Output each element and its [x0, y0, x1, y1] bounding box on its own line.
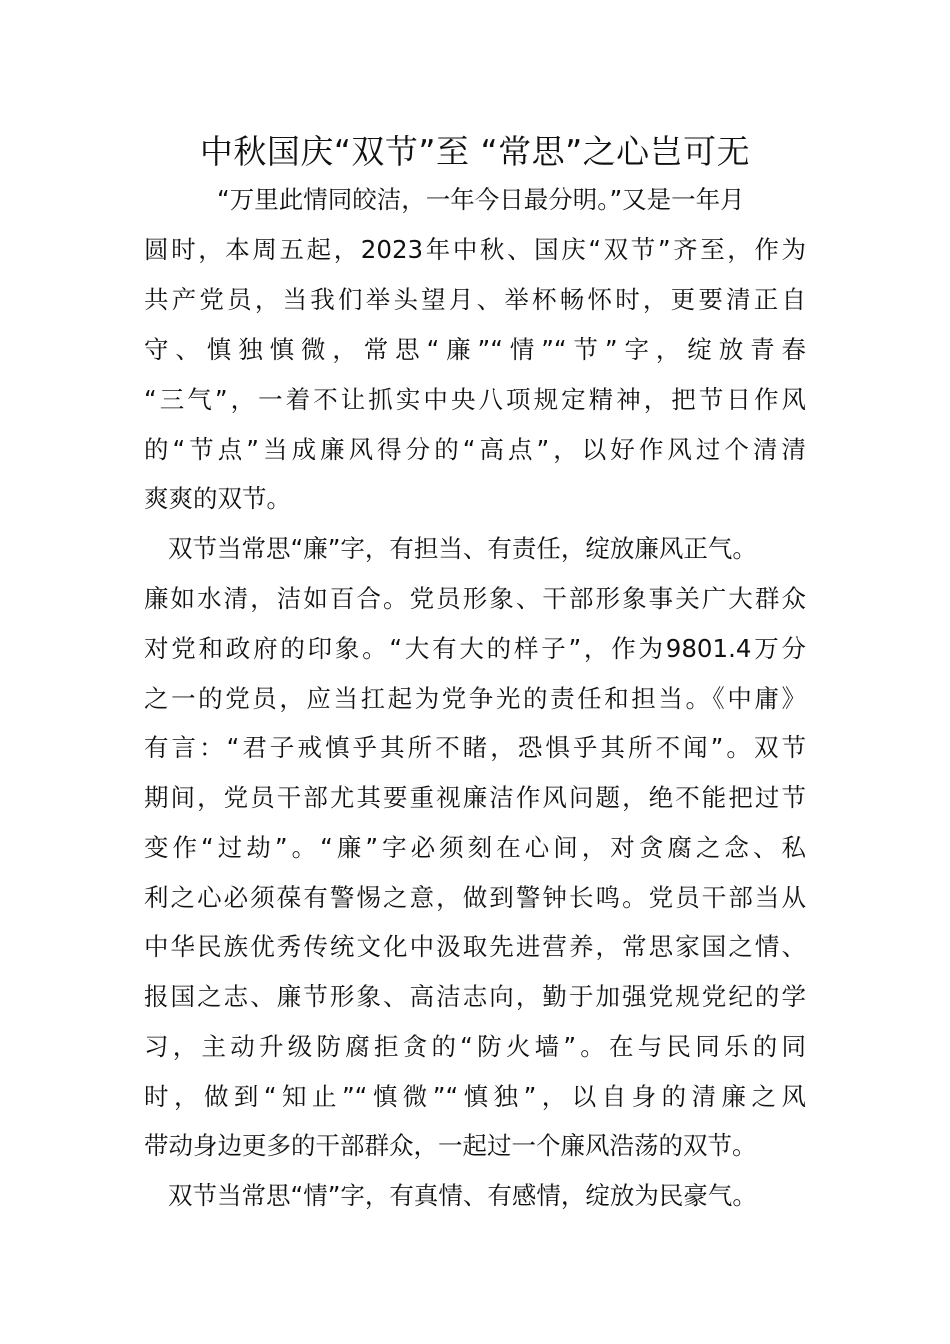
- page-title: 中秋国庆“双节”至 “常思”之心岂可无: [199, 132, 751, 171]
- paragraph-3-line-1: 双节当常思“情”字，有真情、有感情，绽放为民豪气。: [168, 1181, 757, 1210]
- paragraph-2-line-11: 习，主动升级防腐拒贪的“防火墙”。在与民同乐的同: [144, 1032, 806, 1061]
- paragraph-1-line-6: 的“节点”当成廉风得分的“高点”，以好作风过个清清: [144, 435, 806, 464]
- paragraph-1-line-4: 守、慎独慎微，常思“廉”“情”“节”字，绽放青春: [144, 335, 806, 364]
- paragraph-2-line-12: 时，做到“知止”“慎微”“慎独”，以自身的清廉之风: [144, 1082, 806, 1111]
- paragraph-2-line-4: 之一的党员，应当扛起为党争光的责任和担当。《中庸》: [144, 684, 806, 713]
- paragraph-1-line-7: 爽爽的双节。: [144, 484, 291, 513]
- paragraph-1-line-5: “三气”，一着不让抓实中央八项规定精神，把节日作风: [144, 385, 806, 414]
- paragraph-2-line-7: 变作“过劫”。“廉”字必须刻在心间，对贪腐之念、私: [144, 833, 806, 862]
- paragraph-2-line-8: 利之心必须葆有警惕之意，做到警钟长鸣。党员干部当从: [144, 883, 806, 912]
- paragraph-1-line-1: “万里此情同皎洁，一年今日最分明。”又是一年月: [217, 185, 745, 214]
- paragraph-2-line-5: 有言：“君子戒慎乎其所不睹，恐惧乎其所不闻”。双节: [144, 733, 806, 762]
- paragraph-2-line-13: 带动身边更多的干部群众，一起过一个廉风浩荡的双节。: [144, 1131, 757, 1160]
- paragraph-2-line-6: 期间，党员干部尤其要重视廉洁作风问题，绝不能把过节: [144, 783, 806, 812]
- paragraph-1-line-3: 共产党员，当我们举头望月、举杯畅怀时，更要清正自: [144, 285, 806, 314]
- paragraph-2-line-3: 对党和政府的印象。“大有大的样子”，作为9801.4万分: [144, 634, 806, 663]
- paragraph-2-line-1: 双节当常思“廉”字，有担当、有责任，绽放廉风正气。: [168, 534, 757, 563]
- paragraph-2-line-10: 报国之志、廉节形象、高洁志向，勤于加强党规党纪的学: [144, 982, 806, 1011]
- paragraph-2-line-9: 中华民族优秀传统文化中汲取先进营养，常思家国之情、: [144, 932, 806, 961]
- paragraph-2-line-2: 廉如水清，洁如百合。党员形象、干部形象事关广大群众: [144, 584, 806, 613]
- paragraph-1-line-2: 圆时，本周五起，2023年中秋、国庆“双节”齐至，作为: [144, 235, 806, 264]
